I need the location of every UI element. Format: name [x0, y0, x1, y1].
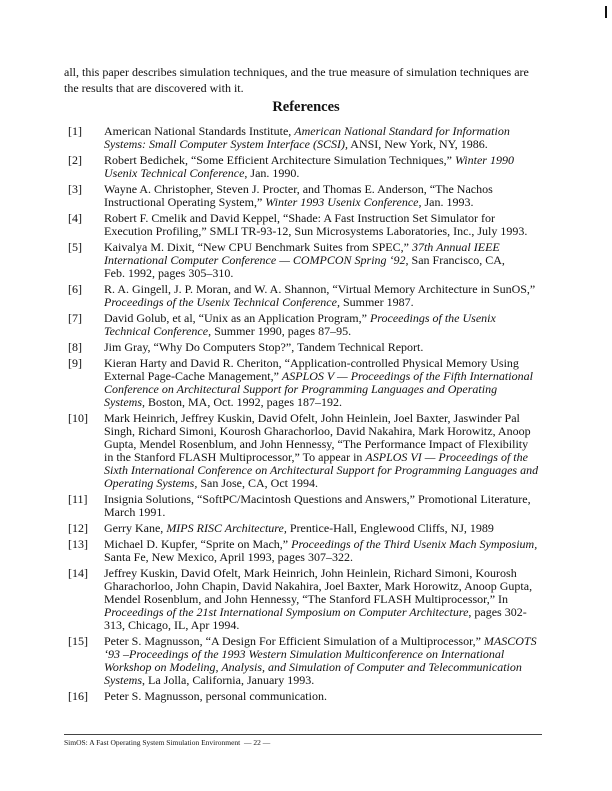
references-heading: References	[272, 99, 340, 115]
reference-italic-segment: Proceedings of the 21st International Symposium on Computer Architecture	[104, 605, 469, 619]
reference-item	[64, 538, 544, 564]
reference-segment: Peter S. Magnusson, “A Design For Efficient Simulation of a Multiprocessor,”	[104, 634, 484, 648]
reference-list	[64, 125, 544, 706]
reference-italic-segment: Systems,	[104, 395, 145, 409]
reference-item	[64, 635, 544, 687]
reference-line	[104, 225, 544, 238]
reference-number: [8]	[68, 340, 82, 354]
reference-italic-segment: Systems	[104, 673, 142, 687]
reference-number: [7]	[68, 311, 82, 325]
reference-segment: San Francisco, CA,	[408, 253, 505, 267]
reference-italic-segment: MASCOTS	[483, 634, 537, 648]
reference-italic-segment: Proceedings of the Usenix Technical Conference,	[104, 295, 340, 309]
reference-segment: Instructional Operating System,”	[104, 195, 266, 209]
reference-segment: Michael D. Kupfer, “Sprite on Mach,”	[104, 537, 292, 551]
reference-text	[104, 183, 544, 209]
reference-segment: Gharachorloo, John Chapin, David Nakahira, Joel Baxter, Mark Horowitz, Anoop Gupta,	[104, 579, 533, 593]
reference-line	[104, 674, 544, 687]
reference-item	[64, 341, 544, 354]
reference-item	[64, 312, 544, 338]
reference-italic-segment: Operating Systems,	[104, 476, 198, 490]
footer-title: SimOS: A Fast Operating System Simulation Environment	[64, 738, 241, 747]
reference-text	[104, 412, 544, 490]
reference-number: [14]	[68, 566, 88, 580]
reference-line	[104, 267, 544, 280]
reference-italic-segment: Winter 1990	[454, 153, 514, 167]
reference-line	[104, 690, 544, 703]
reference-text	[104, 283, 544, 309]
reference-segment: American National Standards Institute,	[104, 124, 295, 138]
reference-segment: Jan. 1993.	[421, 195, 474, 209]
reference-italic-segment: Winter 1993 Usenix Conference,	[265, 195, 422, 209]
reference-line	[104, 396, 544, 409]
reference-segment: Wayne A. Christopher, Steven J. Procter, and Thomas E. Anderson, “The Nachos	[104, 182, 493, 196]
reference-italic-segment: Sixth International Conference on Architectural Support for Programming Languages and	[104, 463, 539, 477]
reference-italic-segment: Conference on Architectural Support for Programming Languages and Operating	[104, 382, 498, 396]
reference-segment: Mendel Rosenblum, and John Hennessy, “The Stanford FLASH Multiprocessor,” In	[104, 592, 509, 606]
reference-line	[104, 138, 544, 151]
footer-rule	[64, 734, 542, 735]
reference-segment: Kieran Harty and David R. Cheriton, “Application-controlled Physical Memory Using	[104, 356, 519, 370]
reference-text	[104, 493, 544, 519]
reference-italic-segment: Systems: Small Computer System Interface (SCSI),	[104, 137, 348, 151]
reference-text	[104, 357, 544, 409]
intro-line: all, this paper describes simulation techniques, and the true measure of simulation techniques are	[64, 65, 529, 79]
reference-item	[64, 154, 544, 180]
intro-paragraph	[64, 64, 529, 96]
reference-number: [4]	[68, 211, 82, 225]
reference-segment: Feb. 1992, pages 305–310.	[104, 266, 234, 280]
reference-segment: San Jose, CA, Oct 1994.	[197, 476, 318, 490]
reference-text	[104, 690, 544, 703]
reference-text	[104, 212, 544, 238]
reference-number: [6]	[68, 282, 82, 296]
reference-segment: Prentice-Hall, Englewood Cliffs, NJ, 1989	[286, 521, 494, 535]
reference-italic-segment: ‘93 –Proceedings of the 1993 Western Simulation Multiconference on International	[104, 647, 505, 661]
reference-italic-segment: MIPS RISC Architecture,	[166, 521, 287, 535]
reference-number: [13]	[68, 537, 88, 551]
reference-number: [12]	[68, 521, 88, 535]
scan-mark	[605, 6, 607, 18]
reference-item	[64, 522, 544, 535]
reference-italic-segment: Workshop on Modeling, Analysis, and Simulation of Computer and Telecommunication	[104, 660, 522, 674]
reference-text	[104, 522, 544, 535]
reference-segment: Summer 1987.	[339, 295, 414, 309]
reference-item	[64, 493, 544, 519]
reference-italic-segment: Usenix Technical Conference	[104, 166, 245, 180]
reference-line	[104, 341, 544, 354]
page-footer	[64, 738, 270, 747]
reference-item	[64, 125, 544, 151]
reference-segment: Boston, MA, Oct. 1992, pages 187–192.	[145, 395, 342, 409]
reference-segment: Jim Gray, “Why Do Computers Stop?”, Tandem Technical Report.	[104, 340, 424, 354]
reference-segment: Singh, Richard Simoni, Kourosh Gharachorloo, David Nakahira, Mark Horowitz, Anoop	[104, 424, 531, 438]
reference-number: [2]	[68, 153, 82, 167]
reference-text	[104, 125, 544, 151]
reference-segment: Mark Heinrich, Jeffrey Kuskin, David Ofelt, John Heinlein, Joel Baxter, Jaswinder Pal	[104, 411, 520, 425]
reference-item	[64, 357, 544, 409]
reference-italic-segment: Proceedings of the Third Usenix Mach Symposium,	[291, 537, 538, 551]
reference-line	[104, 325, 544, 338]
reference-number: [3]	[68, 182, 82, 196]
reference-segment: , La Jolla, California, January 1993.	[142, 673, 315, 687]
reference-segment: Santa Fe, New Mexico, April 1993, pages 307–322.	[104, 550, 353, 564]
reference-item	[64, 183, 544, 209]
reference-text	[104, 341, 544, 354]
page-number: — 22 —	[244, 738, 271, 747]
reference-number: [10]	[68, 411, 88, 425]
reference-text	[104, 635, 544, 687]
reference-number: [15]	[68, 634, 88, 648]
reference-italic-segment: 37th Annual IEEE	[411, 240, 500, 254]
reference-segment: Peter S. Magnusson, personal communication.	[104, 689, 327, 703]
reference-line	[104, 296, 544, 309]
reference-segment: David Golub, et al, “Unix as an Application Program,”	[104, 311, 370, 325]
reference-italic-segment: ASPLOS VI — Proceedings of the	[365, 450, 528, 464]
reference-segment: , Summer 1990, pages 87–95.	[208, 324, 352, 338]
reference-item	[64, 241, 544, 280]
reference-item	[64, 212, 544, 238]
reference-segment: March 1991.	[104, 505, 166, 519]
reference-text	[104, 538, 544, 564]
reference-line	[104, 167, 544, 180]
reference-segment: External Page-Cache Management,”	[104, 369, 282, 383]
reference-number: [16]	[68, 689, 88, 703]
reference-segment: Jeffrey Kuskin, David Ofelt, Mark Heinrich, John Heinlein, Richard Simoni, Kourosh	[104, 566, 517, 580]
reference-italic-segment: ASPLOS V — Proceedings of the Fifth International	[281, 369, 533, 383]
reference-item	[64, 690, 544, 703]
reference-number: [1]	[68, 124, 82, 138]
reference-italic-segment: Proceedings of the Usenix	[369, 311, 496, 325]
reference-line	[104, 506, 544, 519]
reference-text	[104, 312, 544, 338]
reference-line	[104, 493, 544, 506]
reference-segment: R. A. Gingell, J. P. Moran, and W. A. Shannon, “Virtual Memory Architecture in SunOS,”	[104, 282, 536, 296]
reference-line	[104, 196, 544, 209]
reference-item	[64, 412, 544, 490]
reference-line	[104, 551, 544, 564]
reference-line	[104, 477, 544, 490]
reference-line	[104, 619, 544, 632]
reference-item	[64, 567, 544, 632]
reference-item	[64, 283, 544, 309]
reference-segment: Insignia Solutions, “SoftPC/Macintosh Questions and Answers,” Promotional Literature,	[104, 492, 531, 506]
reference-segment: , Jan. 1990.	[244, 166, 300, 180]
reference-segment: Gerry Kane,	[104, 521, 167, 535]
reference-italic-segment: Technical Conference	[104, 324, 209, 338]
reference-text	[104, 154, 544, 180]
reference-number: [5]	[68, 240, 82, 254]
reference-italic-segment: International Computer Conference — COMPCON Spring ‘92,	[104, 253, 409, 267]
reference-number: [11]	[68, 492, 88, 506]
reference-italic-segment: American National Standard for Information	[294, 124, 510, 138]
reference-segment: Robert F. Cmelik and David Keppel, “Shade: A Fast Instruction Set Simulator for	[104, 211, 495, 225]
reference-segment: Kaivalya M. Dixit, “New CPU Benchmark Suites from SPEC,”	[104, 240, 412, 254]
reference-segment: Robert Bedichek, “Some Efficient Architecture Simulation Techniques,”	[104, 153, 455, 167]
reference-segment: in the Stanford FLASH Multiprocessor,” To appear in	[104, 450, 366, 464]
reference-text	[104, 567, 544, 632]
reference-segment: Gupta, Mendel Rosenblum, and John Hennessy, “The Performance Impact of Flexibility	[104, 437, 529, 451]
reference-line	[104, 522, 544, 535]
reference-segment: Execution Profiling,” SMLI TR-93-12, Sun Microsystems Laboratories, Inc., July 1993.	[104, 224, 528, 238]
intro-line: the results that are discovered with it.	[64, 81, 244, 95]
reference-text	[104, 241, 544, 280]
reference-segment: , pages 302-	[468, 605, 527, 619]
reference-segment: ANSI, New York, NY, 1986.	[347, 137, 488, 151]
reference-number: [9]	[68, 356, 82, 370]
reference-segment: 313, Chicago, IL, Apr 1994.	[104, 618, 240, 632]
